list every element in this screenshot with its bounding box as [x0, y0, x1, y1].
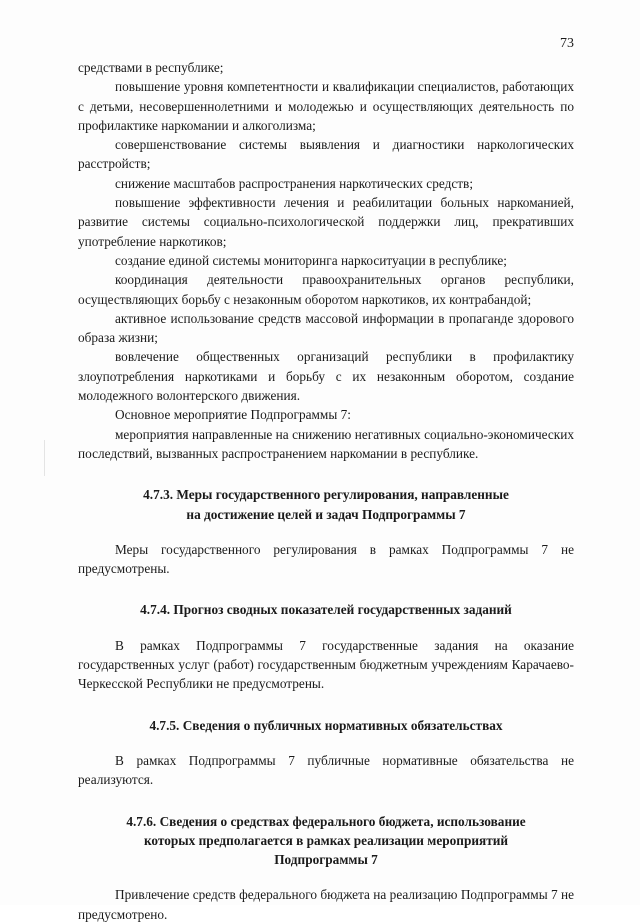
intro-paragraph: средствами в республике; — [78, 60, 224, 75]
intro-paragraph: мероприятия направленные на снижению негативных социально-экономических последствий, вызванных распространением наркомании в республике. — [78, 426, 574, 461]
section-heading-line: 4.7.4. Прогноз сводных показателей государственных заданий — [140, 602, 512, 618]
intro-paragraph: активное использование средств массовой информации в пропаганде здорового образа жизни; — [78, 310, 574, 346]
intro-paragraph: снижение масштабов распространения наркотических средств; — [115, 175, 474, 191]
page-content — [78, 58, 574, 924]
section-heading-line: на достижение целей и задач Подпрограммы 7 — [186, 506, 466, 522]
intro-paragraph: совершенствование системы выявления и диагностики наркологических расстройств; — [78, 137, 574, 172]
section-heading-line: 4.7.3. Меры государственного регулирования, направленные — [143, 487, 509, 503]
intro-paragraph: Основное мероприятие Подпрограммы 7: — [115, 407, 351, 423]
section-heading-line: которых предполагается в рамках реализации мероприятий — [143, 832, 509, 848]
section-4-7-5 — [78, 716, 574, 790]
intro-paragraph: координация деятельности правоохранительных органов республики, осуществляющих борьбу с незаконным оборотом наркотиков, их контрабандой; — [78, 272, 574, 307]
section-heading-line: 4.7.6. Сведения о средствах федерального бюджета, использование — [126, 813, 526, 829]
section-heading-line: 4.7.5. Сведения о публичных нормативных обязательствах — [149, 717, 503, 733]
intro-paragraph: создание единой системы мониторинга наркоситуации в республике; — [115, 252, 507, 268]
intro-paragraph: вовлечение общественных организаций республики в профилактику злоупотребления наркотиками и борьбу с их незаконным оборотом, создание молодежного волонтерского движения. — [78, 349, 574, 404]
intro-paragraph: повышение эффективности лечения и реабилитации больных наркоманией, развитие системы социально-психологической поддержки лиц, прекративших употребление наркотиков; — [78, 195, 574, 249]
section-body: В рамках Подпрограммы 7 государственные задания на оказание государственных услуг (работ) государственным бюджетным учреждениям Карачаево-Черкесской Республики не предусмотрены. — [78, 637, 574, 692]
section-4-7-4 — [78, 600, 574, 693]
section-body: Меры государственного регулирования в рамках Подпрограммы 7 не предусмотрены. — [78, 541, 574, 577]
intro-paragraph: повышение уровня компетентности и квалификации специалистов, работающих с детьми, несовершеннолетними и молодежью и осуществляющих деятельность по профилактике наркомании и алкоголизма; — [78, 79, 574, 133]
section-heading-line: Подпрограммы 7 — [274, 852, 378, 868]
page-number: 73 — [560, 36, 574, 51]
section-body: В рамках Подпрограммы 7 публичные нормативные обязательства не реализуются. — [78, 752, 574, 788]
section-body: Привлечение средств федерального бюджета на реализацию Подпрограммы 7 не предусмотрено. — [78, 887, 574, 922]
scan-edge-mark — [44, 440, 45, 476]
intro-block — [78, 58, 574, 463]
section-4-7-3 — [78, 485, 574, 578]
section-4-7-6 — [78, 812, 574, 924]
